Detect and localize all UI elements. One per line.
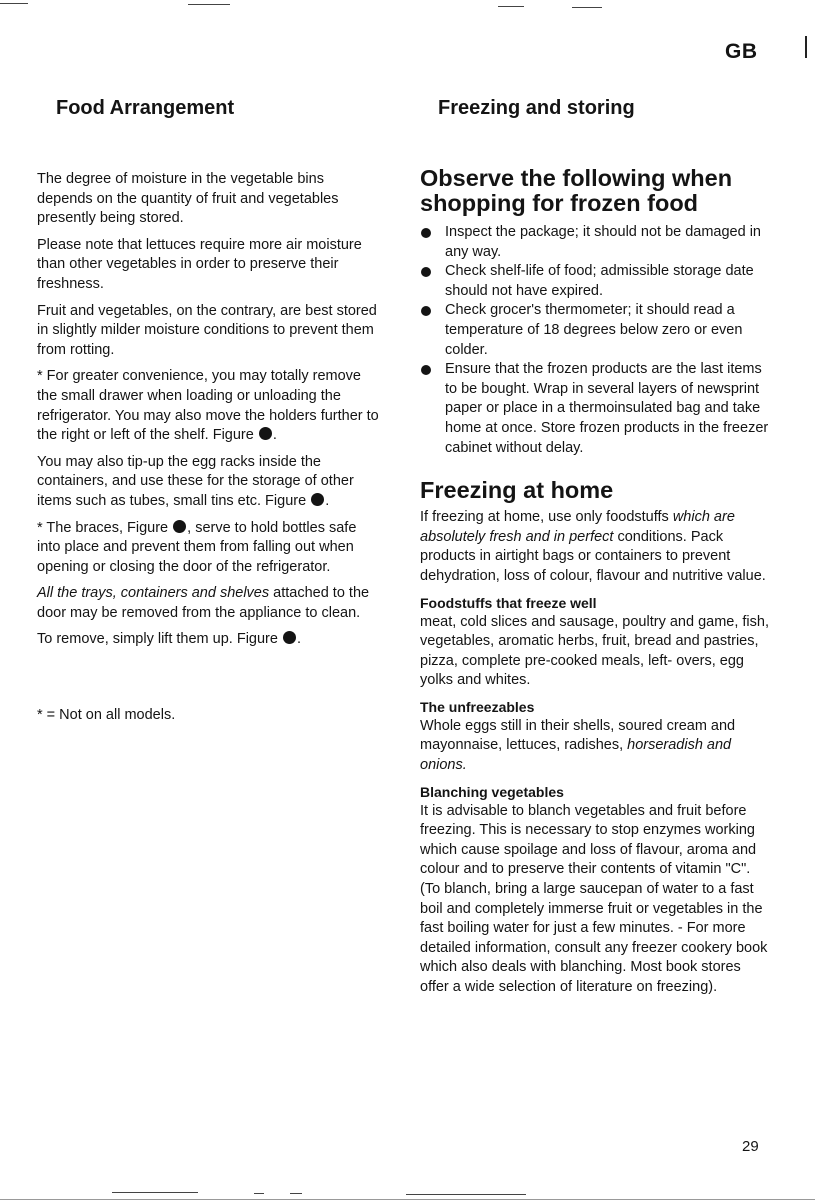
blanching-heading: Blanching vegetables — [420, 783, 564, 800]
left-column — [37, 95, 382, 733]
bullet-last-items: Ensure that the frozen products are the last items to be bought. Wrap in several layers of newsprint paper or place in a thermoinsulated bag and take home at once. Store frozen products in the freezer cabinet without delay. — [420, 360, 770, 458]
left-body — [37, 170, 382, 726]
unfreezables-paragraph — [420, 717, 770, 776]
food-arrangement-heading: Food Arrangement — [56, 97, 235, 119]
figure-9-icon — [173, 520, 186, 533]
freezing-storing-heading: Freezing and storing — [438, 97, 635, 119]
bullet-thermometer: Check grocer's thermometer; it should read a temperature of 18 degrees below zero or even colder. — [420, 301, 770, 360]
scan-mark-bottom-2 — [254, 1193, 264, 1194]
page-edge-marker — [805, 36, 807, 58]
egg-rack-period: . — [325, 492, 330, 509]
intro-text-a: If freezing at home, use only foodstuffs — [420, 509, 673, 526]
right-body — [420, 508, 770, 997]
freezing-at-home-heading: Freezing at home — [420, 477, 614, 504]
figure-7-icon — [311, 493, 324, 506]
scan-mark-bottom-4 — [406, 1194, 526, 1195]
scan-mark-top-4 — [572, 7, 602, 8]
braces-paragraph — [37, 519, 382, 578]
scan-mark-top-2 — [188, 4, 230, 5]
shopping-bullet-list — [420, 223, 770, 458]
intro-paragraph — [420, 508, 770, 586]
unfreezables-heading: The unfreezables — [420, 698, 535, 715]
scan-mark-bottom-5 — [0, 1199, 815, 1200]
drawer-text: * For greater convenience, you may totally remove the small drawer when loading or unloading the refrigerator. You may also move the holders further to the right or left of the shelf. Figure — [37, 368, 379, 444]
intro-text-b: conditions. Pack products in airtight bags or containers to prevent dehydration, loss of colour, flavour and nutritive value. — [420, 528, 766, 584]
fruit-paragraph: Fruit and vegetables, on the contrary, are best stored in slightly milder moisture conditions to prevent them from rotting. — [37, 302, 377, 358]
scan-mark-top-3 — [498, 6, 524, 7]
unfreezables-text: Whole eggs still in their shells, soured cream and mayonnaise, lettuces, radishes, — [420, 717, 736, 754]
remove-period: . — [296, 631, 302, 648]
unfreezables-italic: horseradish and onions. — [420, 737, 732, 774]
figure-6-icon — [259, 427, 272, 440]
trays-italic: All the trays, containers and shelves — [37, 585, 270, 602]
scan-mark-top-1 — [0, 3, 28, 4]
moisture-paragraph: The degree of moisture in the vegetable bins depends on the quantity of fruit and vegetables presently being stored. — [37, 171, 339, 227]
scan-mark-bottom-1 — [112, 1192, 198, 1193]
remove-paragraph — [37, 630, 382, 650]
freeze-well-heading: Foodstuffs that freeze well — [420, 594, 597, 611]
remove-text: To remove, simply lift them up. Figure — [37, 631, 278, 648]
drawer-paragraph — [37, 367, 382, 445]
drawer-period: . — [272, 427, 277, 444]
figure-10-icon — [283, 631, 296, 644]
bullet-package: Inspect the package; it should not be damaged in any way. — [420, 223, 770, 262]
braces-text-b: , serve to hold bottles safe into place and prevent them from falling out when opening or closing the door of the refrigerator. — [37, 519, 357, 575]
intro-italic: which are absolutely fresh and in perfect — [420, 509, 735, 545]
braces-text-a: * The braces, Figure — [37, 519, 169, 536]
lettuce-paragraph: Please note that lettuces require more air moisture than other vegetables in order to preserve their freshness. — [37, 236, 362, 292]
trays-text: attached to the door may be removed from the appliance to clean. — [37, 585, 370, 621]
egg-rack-paragraph — [37, 453, 382, 512]
right-column — [420, 95, 770, 1005]
language-code: GB — [725, 40, 758, 63]
blanching-text: It is advisable to blanch vegetables and fruit before freezing. This is necessary to stop enzymes working which cause spoilage and loss of flavour, aroma and colour and to preserve their contents of vitamin "C". (To blanch, bring a large saucepan of water to a fast boil and completely immerse fruit or vegetables in the fast boiling water for just a few minutes. - For more detailed information, consult any freezer cookery book which also deals with blanching. Most book stores offer a wide selection of literature on freezing). — [420, 802, 768, 995]
trays-paragraph — [37, 584, 382, 623]
freeze-well-text: meat, cold slices and sausage, poultry and game, fish, vegetables, aromatic herbs, fruit, bread and pastries, pizza, complete pre-cooked meals, left- overs, egg yolks and whites. — [420, 613, 769, 689]
egg-rack-text: You may also tip-up the egg racks inside the containers, and use these for the storage of other items such as tubes, small tins etc. Figure — [37, 453, 354, 509]
models-footnote: * = Not on all models. — [37, 707, 176, 724]
page-number: 29 — [742, 1138, 759, 1155]
scan-mark-bottom-3 — [290, 1193, 302, 1194]
observe-heading: Observe the following when shopping for frozen food — [420, 165, 733, 216]
bullet-shelf-life: Check shelf-life of food; admissible storage date should not have expired. — [420, 262, 770, 301]
